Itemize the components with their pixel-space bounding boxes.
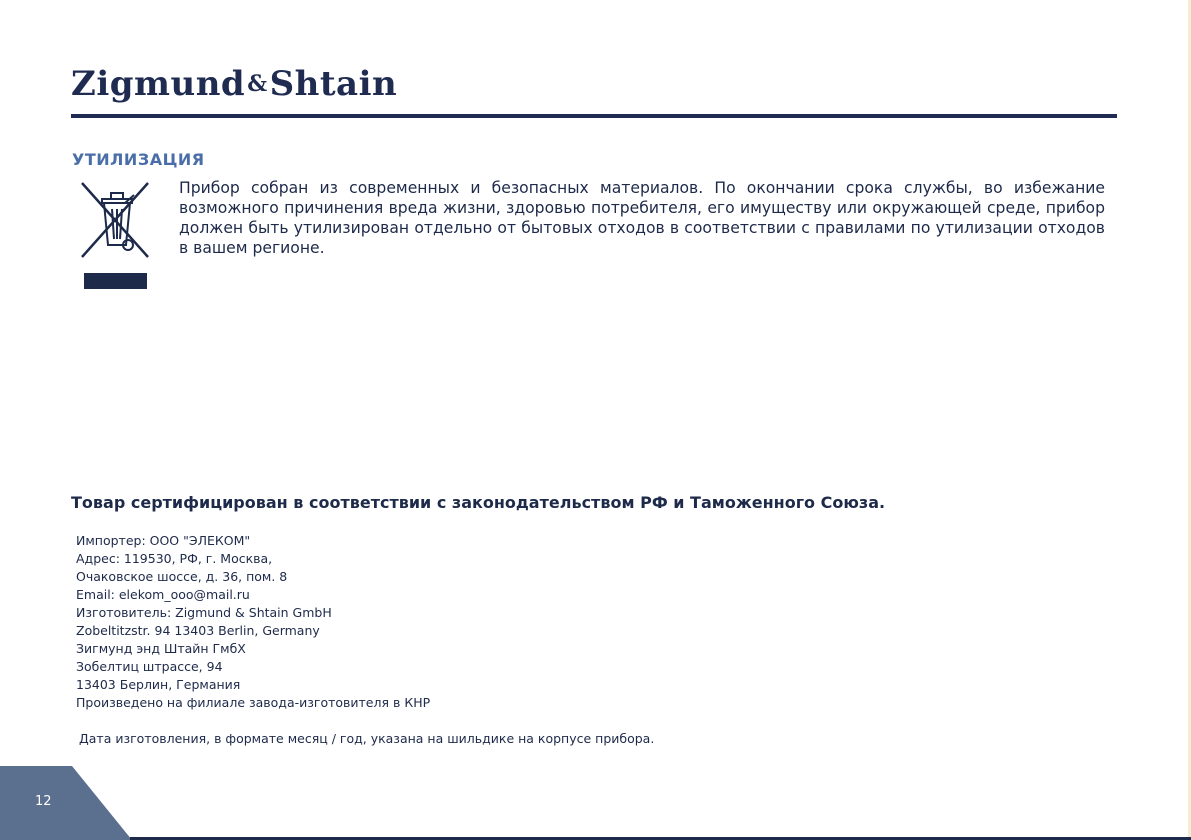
disposal-section-title: УТИЛИЗАЦИЯ: [72, 150, 205, 169]
importer-line: Импортер: ООО "ЭЛЕКОМ": [76, 533, 251, 548]
importer-line: Произведено на филиале завода-изготовителя в КНР: [76, 695, 431, 710]
brand-name-left: Zigmund: [71, 64, 246, 104]
certification-statement: Товар сертифицирован в соответствии с законодательством РФ и Таможенного Союза.: [71, 493, 886, 512]
header-divider: [71, 114, 1117, 118]
importer-line: Изготовитель: Zigmund & Shtain GmbH: [76, 605, 332, 620]
importer-line: Адрес: 119530, РФ, г. Москва,: [76, 551, 273, 566]
importer-line: Очаковское шоссе, д. 36, пом. 8: [76, 569, 288, 584]
brand-ampersand: &: [247, 71, 268, 97]
importer-line: Зигмунд энд Штайн ГмбХ: [76, 641, 246, 656]
page-number: 12: [35, 794, 52, 809]
page-corner-tab: [0, 766, 132, 840]
disposal-text: Прибор собран из современных и безопасных материалов. По окончании срока службы, во избежание возможного причинения вреда жизни, здоровью потребителя, его имуществу или окружающей среде, прибор должен быть утилизирован отдельно от бытовых отходов в соответствии с правилами по утилизации отходов в вашем регионе.: [179, 179, 1105, 257]
manufacture-date-note: Дата изготовления, в формате месяц / год, указана на шильдике на корпусе прибора.: [79, 731, 655, 746]
brand-name-right: Shtain: [269, 64, 398, 104]
brand-logo: [71, 64, 397, 104]
importer-line: 13403 Берлин, Германия: [76, 677, 241, 692]
crossed-out-wheelie-bin-icon: [78, 179, 150, 291]
importer-line: Email: elekom_ooo@mail.ru: [76, 587, 250, 602]
importer-line: Зобелтиц штрассе, 94: [76, 659, 223, 674]
importer-info: [76, 532, 430, 712]
importer-line: Zobeltitzstr. 94 13403 Berlin, Germany: [76, 623, 320, 638]
